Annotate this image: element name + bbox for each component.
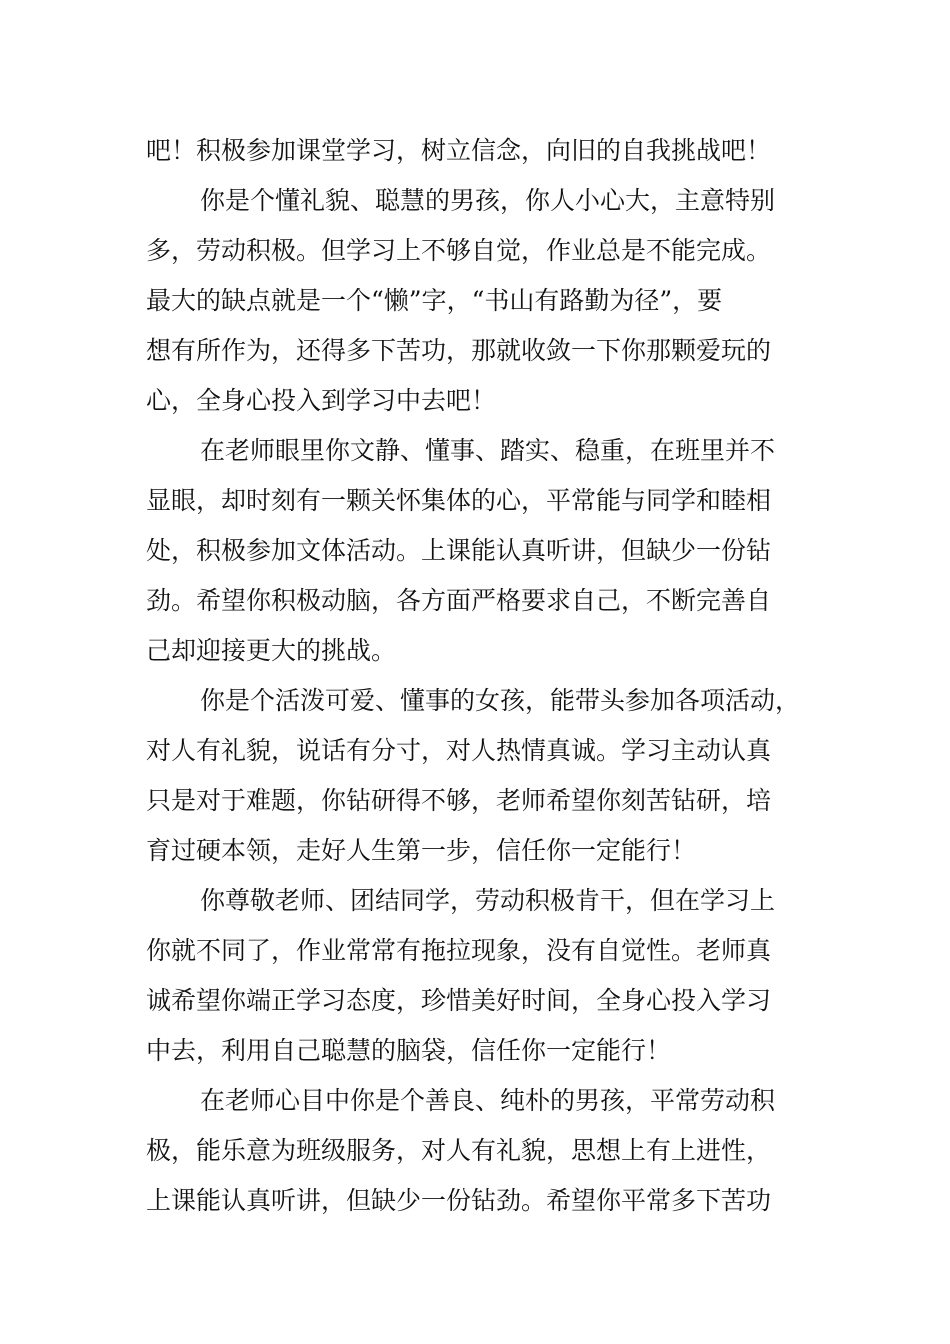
text-line: 上课能认真听讲，但缺少一份钻劲。希望你平常多下苦功 (146, 1186, 772, 1215)
text-line: 诚希望你端正学习态度，珍惜美好时间，全身心投入学习 (146, 986, 772, 1015)
paragraph-first-line: 在老师眼里你文静、懂事、踏实、稳重，在班里并不 (200, 436, 776, 465)
paragraph-first-line: 你是个懂礼貌、聪慧的男孩，你人小心大，主意特别 (200, 186, 776, 215)
text-line: 吧！积极参加课堂学习，树立信念，向旧的自我挑战吧！ (146, 136, 772, 165)
text-line: 中去，利用自己聪慧的脑袋，信任你一定能行！ (146, 1036, 672, 1065)
text-line: 想有所作为，还得多下苦功，那就收敛一下你那颗爱玩的 (146, 336, 772, 365)
text-line: 劲。希望你积极动脑，各方面严格要求自己，不断完善自 (146, 586, 772, 615)
text-line: 最大的缺点就是一个“懒”字，“书山有路勤为径”，要 (146, 286, 723, 315)
text-line: 心，全身心投入到学习中去吧！ (146, 386, 497, 415)
paragraph-first-line: 你是个活泼可爱、懂事的女孩，能带头参加各项活动， (200, 686, 801, 715)
text-line: 育过硬本领，走好人生第一步，信任你一定能行！ (146, 836, 697, 865)
text-line: 极，能乐意为班级服务，对人有礼貌，思想上有上进性， (146, 1136, 772, 1165)
paragraph-first-line: 在老师心目中你是个善良、纯朴的男孩，平常劳动积 (200, 1086, 776, 1115)
text-line: 显眼，却时刻有一颗关怀集体的心，平常能与同学和睦相 (146, 486, 772, 515)
text-line: 多，劳动积极。但学习上不够自觉，作业总是不能完成。 (146, 236, 772, 265)
text-line: 己却迎接更大的挑战。 (146, 636, 397, 665)
text-line: 处，积极参加文体活动。上课能认真听讲，但缺少一份钻 (146, 536, 772, 565)
document-body (146, 126, 826, 1226)
text-line: 对人有礼貌，说话有分寸，对人热情真诚。学习主动认真 (146, 736, 772, 765)
text-line: 你就不同了，作业常常有拖拉现象，没有自觉性。老师真 (146, 936, 772, 965)
text-line: 只是对于难题，你钻研得不够，老师希望你刻苦钻研，培 (146, 786, 772, 815)
paragraph-first-line: 你尊敬老师、团结同学，劳动积极肯干，但在学习上 (200, 886, 776, 915)
